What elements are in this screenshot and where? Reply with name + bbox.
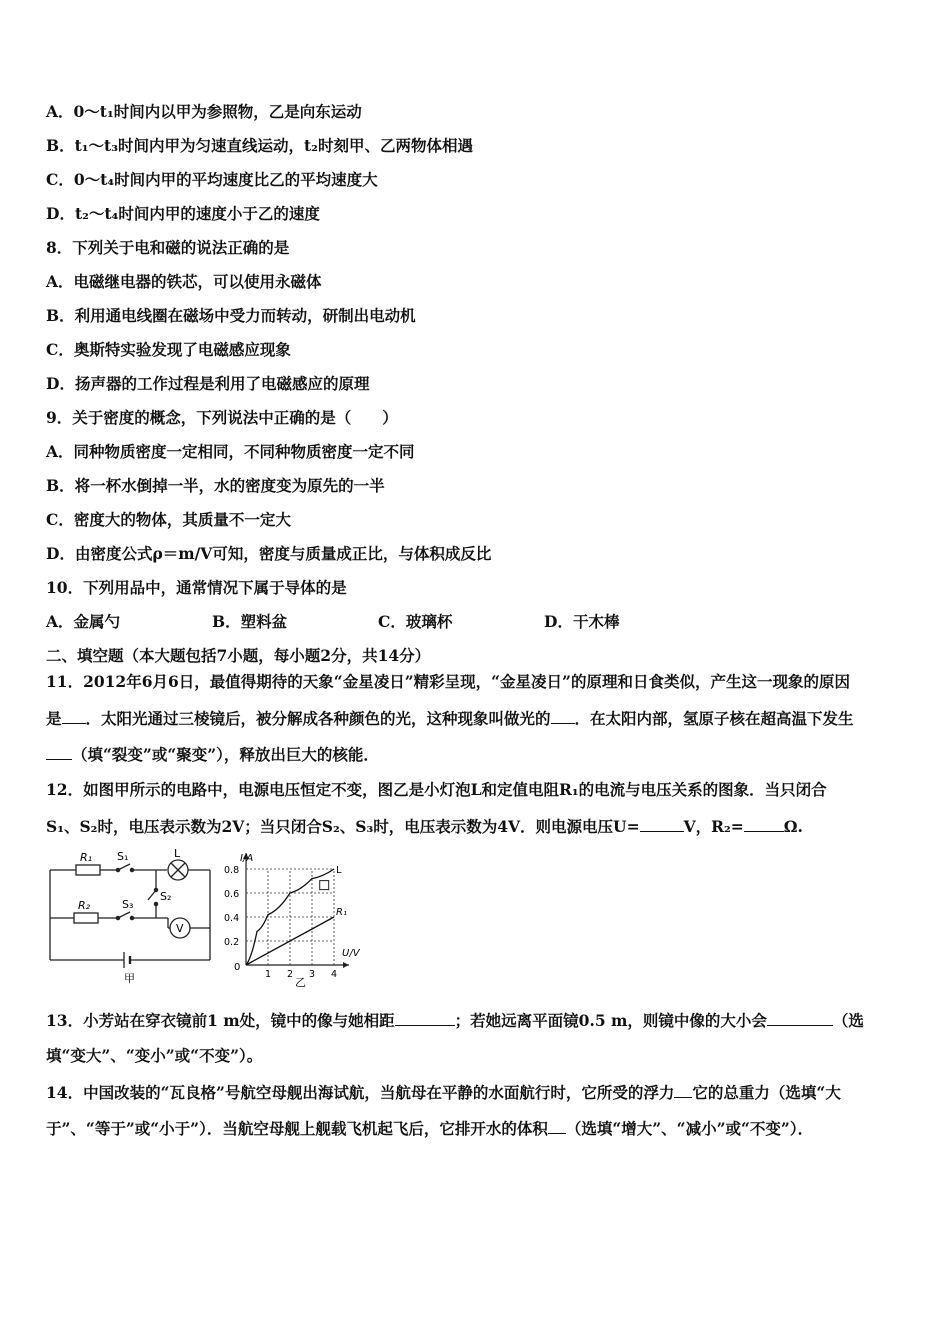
q10-option-a: A．金属勺 [46,612,121,631]
q12-line2: S₁、S₂时，电压表示数为2V；当只闭合S₂、S₃时，电压表示数为4V．则电源电压U= V，R₂= Ω. [46,817,803,836]
q10-options [46,612,910,632]
y-tick-label: 0.8 [224,865,240,876]
q12-line1: 12．如图甲所示的电路中，电源电压恒定不变，图乙是小灯泡L和定值电阻R₁的电流与电压关系的图象．当只闭合 [46,780,827,799]
label-s2: S₂ [160,890,172,903]
q9-stem: 9．关于密度的概念，下列说法中正确的是（ ） [46,408,398,427]
circuit-diagram [50,860,210,968]
resistor-r1 [76,865,100,875]
q8-option-b: B．利用通电线圈在磁场中受力而转动，研制出电动机 [46,306,416,325]
label-r2: R₂ [78,899,91,912]
q9-option-c: C．密度大的物体，其质量不一定大 [46,510,291,529]
y-tick-label: 0.4 [224,913,240,924]
label-v: V [176,922,184,935]
switch-s1 [118,864,130,870]
label-s3: S₃ [122,898,134,911]
graph-x-axis-label: U/V [342,948,360,959]
q9-option-d: D．由密度公式ρ＝m/V可知，密度与质量成正比，与体积成反比 [46,544,492,563]
resistor-r2 [74,913,98,923]
q14-blank-2[interactable] [548,1118,566,1134]
q13-blank-1[interactable] [395,1010,455,1026]
x-tick-label: 3 [309,969,316,980]
q13-line1: 13．小芳站在穿衣镜前1 m处，镜中的像与她相距 ；若她远离平面镜0.5 m，则镜中像的大小会 （选 [46,1011,864,1030]
q8-option-c: C．奥斯特实验发现了电磁感应现象 [46,340,291,359]
q10-stem: 10．下列用品中，通常情况下属于导体的是 [46,578,347,597]
q9-option-b: B．将一杯水倒掉一半，水的密度变为原先的一半 [46,476,385,495]
switch-s2 [148,890,156,900]
y-tick-label: 0.6 [224,889,240,900]
q8-option-d: D．扬声器的工作过程是利用了电磁感应的原理 [46,374,370,393]
y-tick-label: 0.2 [224,937,240,948]
x-tick-label: 2 [287,969,294,980]
small-square-mark [320,881,329,890]
q13-blank-2[interactable] [767,1010,833,1026]
label-s1: S₁ [117,850,129,863]
iv-graph [224,853,349,980]
q8-stem: 8．下列关于电和磁的说法正确的是 [46,238,290,257]
graph-caption: 乙 [295,976,306,989]
graph-origin: 0 [234,962,241,973]
q14-line2: 于”、“等于”或“小于”）．当航空母舰上舰载飞机起飞后，它排开水的体积 （选填“增大”、“减小”或“不变”）． [46,1119,814,1138]
q7-option-a: A．0～t₁时间内以甲为参照物，乙是向东运动 [46,102,362,121]
graph-y-axis-label: I/A [240,853,254,864]
q11-blank-3[interactable] [46,744,72,760]
q12-figure [44,848,374,990]
curve-label-l: L [336,865,342,876]
circuit-caption: 甲 [124,972,135,985]
label-r1: R₁ [80,851,93,864]
q11-blank-2[interactable] [551,708,575,724]
q8-option-a: A．电磁继电器的铁芯，可以使用永磁体 [46,272,322,291]
q7-option-b: B．t₁～t₃时间内甲为匀速直线运动，t₂时刻甲、乙两物体相遇 [46,136,473,155]
q11-line2: 是 ．太阳光通过三棱镜后，被分解成各种颜色的光，这种现象叫做光的 ．在太阳内部，氢原子核在超高温下发生 [46,709,854,728]
q13-line2: 填“变大”、“变小”或“不变”）。 [46,1046,263,1065]
q9-option-a: A．同种物质密度一定相同，不同种物质密度一定不同 [46,442,415,461]
switch-s3 [118,912,130,918]
q11-blank-1[interactable] [62,708,86,724]
curve-label-r1: R₁ [336,907,347,918]
q10-option-d: D．干木棒 [544,612,620,631]
label-l: L [174,848,181,860]
q12-blank-r2[interactable] [744,816,784,832]
q14-blank-1[interactable] [674,1082,692,1098]
q12-blank-voltage[interactable] [640,816,684,832]
q11-line3: （填“裂变”或“聚变”），释放出巨大的核能． [46,744,910,765]
x-tick-label: 1 [265,969,272,980]
q7-option-d: D．t₂～t₄时间内甲的速度小于乙的速度 [46,204,320,223]
section-heading: 二、填空题（本大题包括7小题，每小题2分，共14分） [46,646,431,665]
x-axis-arrow [343,962,349,968]
q7-option-c: C．0～t₄时间内甲的平均速度比乙的平均速度大 [46,170,378,189]
q10-option-c: C．玻璃杯 [378,612,453,631]
q11-line1: 11．2012年6月6日，最值得期待的天象“金星凌日”精彩呈现，“金星凌日”的原理和日食类似，产生这一现象的原因 [46,672,850,691]
q14-line1: 14．中国改装的“瓦良格”号航空母舰出海试航，当航母在平静的水面航行时，它所受的浮力 它的总重力（选填“大 [46,1083,841,1102]
q10-option-b: B．塑料盆 [212,612,288,631]
x-tick-label: 4 [331,969,338,980]
